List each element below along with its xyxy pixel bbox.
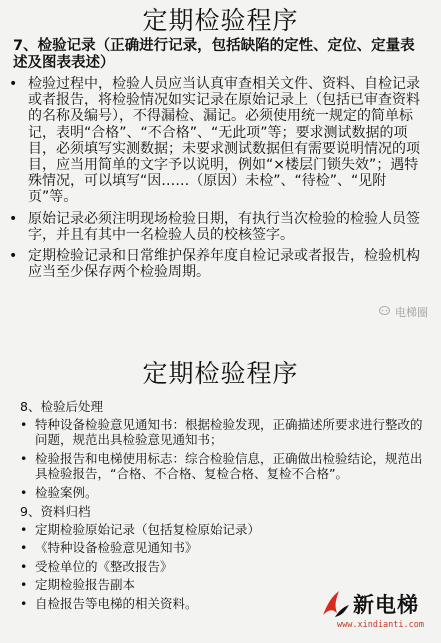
chat-bubble-icon [379,306,394,319]
bullet-marker: • [9,210,18,227]
list-item [20,417,427,448]
bullet-marker: • [20,558,28,574]
list-item-text: 受检单位的《整改报告》 [35,558,173,574]
list-item-text: 特种设备检验意见通知书：根据检验发现，正确描述所要求进行整改的问题，规范出具检验意见通知书； [35,417,423,448]
section-heading: 7、检验记录（正确进行记录，包括缺陷的定性、定位、定量表述及图表表述） [13,38,415,71]
bullet-marker: • [9,76,18,92]
section-heading: 8、检验后处理 [20,399,103,414]
list-item [20,540,427,555]
list-item-text: 自检报告等电梯的相关资料。 [35,595,198,611]
list-item-text: 原始记录必须注明现场检验日期，有执行当次检验的检验人员签字，并且有其中一名检验人员的校核签字。 [28,210,420,243]
list-item [0,76,441,206]
section-heading: 9、资料归档 [20,504,91,520]
bullet-marker: • [20,522,28,538]
watermark [379,304,429,320]
list-item [20,485,427,500]
slide-title: 定期检验程序 [142,6,299,35]
list-item-text: 《特种设备检验意见通知书》 [35,540,198,556]
bullet-list [20,417,427,500]
list-item-text: 检验过程中，检验人员应当认真审查相关文件、资料、自检记录或者报告，将检验情况如实记录在原始记录上（包括已审查资料的名称及编号），不得漏检、漏记。必须使用统一规定的简单标记，表明“合格”、“不合格”、“无此项”等；要求测试数据的项目，必须填写实测数据；未要求测试数据但有需要说明情况的项目，应当用简单的文字予以说明，例如“×楼层门锁失效”；遇特殊情况，可以填写“因……（原因）未检”、“待检”、“见附页”等。 [28,76,420,206]
list-item-text: 检验报告和电梯使用标志：综合检验信息，正确做出检验结论，规范出具检验报告，“合格、不合格、复检合格、复检不合格”。 [35,450,423,482]
bullet-marker: • [20,417,28,432]
bullet-list [0,76,441,280]
list-item [20,522,427,537]
list-item-text: 定期检验记录和日常维护保养年度自检记录或者报告，检验机构应当至少保存两个检验周期。 [28,248,420,281]
brand-url: www.xindianti.com [337,620,424,630]
list-item [20,559,427,574]
slide-title: 定期检验程序 [142,359,299,388]
slide-bottom [0,335,441,643]
bullet-marker: • [9,248,18,265]
list-item-text: 定期检验报告副本 [35,577,136,593]
list-item-text: 检验案例。 [35,484,98,500]
bullet-marker: • [20,484,28,500]
section-8 [0,399,441,611]
watermark-text: 电梯圈 [395,306,428,319]
bullet-marker: • [20,540,28,556]
list-item [0,248,441,280]
brand-name: 新电梯 [353,593,419,617]
list-item [20,451,427,482]
bullet-marker: • [20,450,28,466]
list-item [0,211,441,243]
brand-logo [317,585,427,635]
bullet-marker: • [20,595,28,611]
list-item-text: 定期检验原始记录（包括复检原始记录） [35,522,261,538]
bullet-marker: • [20,577,28,593]
